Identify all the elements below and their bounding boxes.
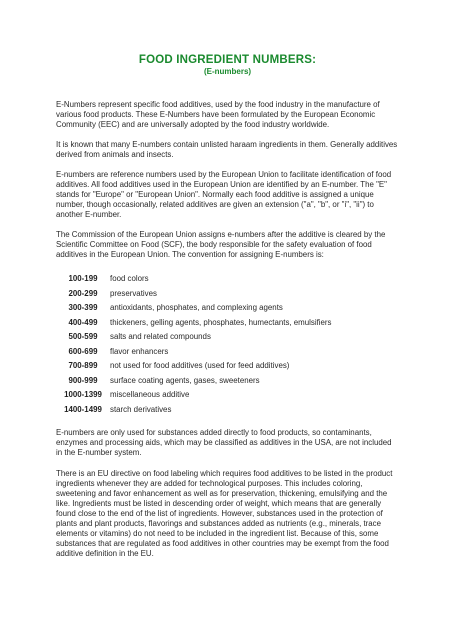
- range-code: 500-599: [68, 332, 98, 341]
- range-code: 200-299: [68, 288, 98, 298]
- range-description: miscellaneous additive: [110, 390, 190, 399]
- range-code: 900-999: [68, 375, 98, 385]
- reference-paragraph: E-numbers are reference numbers used by the European Union to facilitate identification of food additives. All food additives used in the European Union are identified by an E-number. The "E" stands for "Europe" or "European Union". Normally each food additive is assigned a unique number, though occasionally, related additives are given an extension ("a", "b", or "i", "ii") to another E-number.: [56, 170, 392, 219]
- range-description: flavor enhancers: [110, 346, 169, 356]
- labeling-directive-paragraph: There is an EU directive on food labeling which requires food additives to be listed in the product ingredients whenever they are added for technological purposes. This includes coloring, sweetening and favor enhancement as well as for preservation, thickening, emulsifying and the like. Ingredients must be listed in descending order of weight, which means that are generally found close to the end of the list of ingredients. However, substances used in the protection of plants and plant products, flavorings and substances added as nutrients (e.g., minerals, trace elements or vitamins) do not need to be included in the ingredient list. Because of this, some substances that are regulated as food additives in other countries may be exempt from the food additive definition in the EU.: [56, 468, 393, 558]
- haraam-paragraph: It is known that many E-numbers contain unlisted haraam ingredients in them. Generally additives derived from animals and insects.: [56, 140, 398, 159]
- range-code: 300-399: [68, 303, 98, 312]
- document-title: FOOD INGREDIENT NUMBERS:: [138, 54, 317, 66]
- intro-paragraph: E-Numbers represent specific food additives, used by the food industry in the manufacture of various food products. These E-Numbers have been formulated by the European Economic Community (EEC) and are universally adopted by the food industry worldwide.: [56, 100, 380, 129]
- commission-paragraph: The Commission of the European Union assigns e-numbers after the additive is cleared by the Scientific Committee on Food (SCF), the body responsible for the safety evaluation of food additives in the European Union. The convention for assigning E-numbers is:: [56, 230, 386, 259]
- range-description: surface coating agents, gases, sweeteners: [110, 375, 260, 385]
- range-code: 1000-1399: [64, 390, 102, 399]
- scope-paragraph: E-numbers are only used for substances added directly to food products, so contaminants, enzymes and processing aids, which may be classified as additives in the USA, are not included in the E-number system.: [56, 427, 392, 457]
- range-code: 600-699: [68, 346, 98, 356]
- range-description: starch derivatives: [110, 404, 172, 414]
- range-code: 700-899: [68, 361, 98, 370]
- range-description: preservatives: [110, 288, 157, 298]
- range-description: salts and related compounds: [110, 332, 211, 341]
- range-description: antioxidants, phosphates, and complexing agents: [110, 303, 283, 312]
- range-code: 100-199: [68, 274, 98, 283]
- document-subtitle: (E-numbers): [203, 67, 252, 76]
- range-description: not used for food additives (used for feed additives): [110, 361, 290, 370]
- e-number-ranges: [56, 274, 399, 415]
- range-code: 1400-1499: [64, 404, 102, 414]
- range-description: food colors: [110, 274, 149, 283]
- range-description: thickeners, gelling agents, phosphates, humectants, emulsifiers: [110, 317, 332, 327]
- range-code: 400-499: [68, 317, 98, 327]
